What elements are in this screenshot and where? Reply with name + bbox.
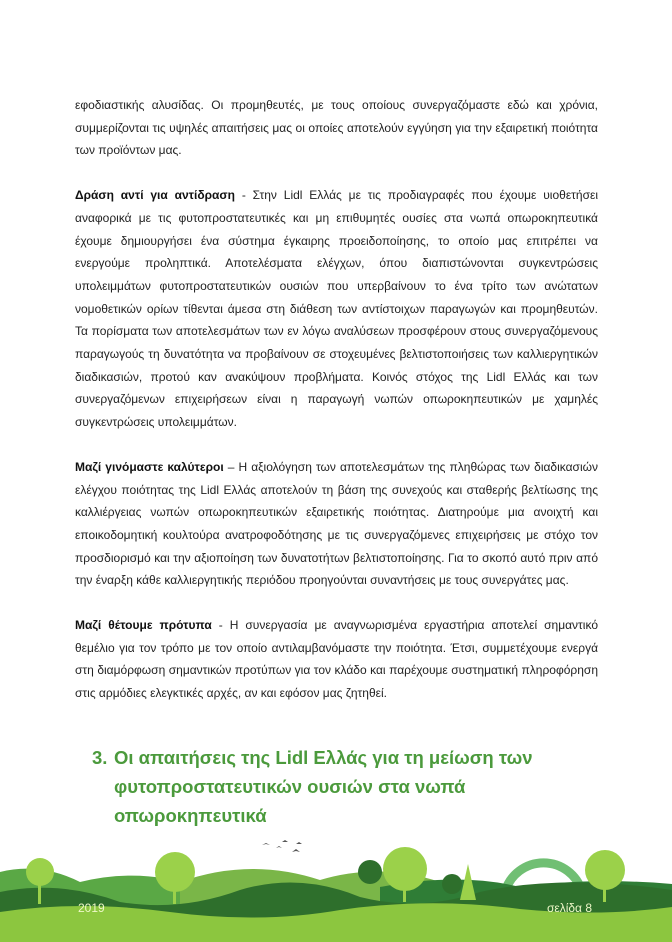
heading-line-3: οπωροκηπευτικά xyxy=(114,804,267,826)
paragraph-title: Δράση αντί για αντίδραση xyxy=(75,188,235,203)
paragraph-better-together xyxy=(75,456,598,592)
footer-year: 2019 xyxy=(78,901,105,915)
paragraph-separator: - xyxy=(211,618,230,633)
page-content xyxy=(75,94,598,830)
paragraph-supply-chain xyxy=(75,94,598,162)
landscape-illustration xyxy=(0,812,672,942)
birds-icon xyxy=(262,840,302,852)
section-number: 3. xyxy=(92,746,108,768)
heading-line-2: φυτοπροστατευτικών ουσιών στα νωπά xyxy=(114,775,466,797)
paragraph-setting-standards xyxy=(75,614,598,705)
paragraph-title: Μαζί θέτουμε πρότυπα xyxy=(75,618,212,633)
paragraph-action-not-reaction xyxy=(75,184,598,434)
footer-page-number: σελίδα 8 xyxy=(546,901,592,915)
paragraph-title: Μαζί γινόμαστε καλύτεροι xyxy=(75,459,224,474)
paragraph-separator: – xyxy=(223,459,239,474)
paragraph-body: εφοδιαστικής αλυσίδας. Οι προμηθευτές, με τους οποίους συνεργαζόμαστε εδώ και χρόνια, συμμερίζονται τις υψηλές απαιτήσεις μας οι οποίες αποτελούν εγγύηση για την εξαιρετική ποιότητα των προϊόντων μας. xyxy=(75,98,598,158)
paragraph-body: Η αξιολόγηση των αποτελεσμάτων της πληθώρας των διαδικασιών ελέγχου ποιότητας της Lidl Ελλάς αποτελούν τη βάση της συνεχούς και σταθερής βελτίωσης της καλλιέργειας νωπών οπωροκηπευτικών εξαιρετικής ποιότητας. Διατηρούμε μια ανοιχτή και εποικοδομητική κουλτούρα ανατροφοδότησης με τις συνεργαζόμενες επιχειρήσεις με στόχο τον προσδιορισμό και την αξιοποίηση των δυνατοτήτων βελτιστοποίησης. Για το σκοπό αυτό πριν από την έναρξη κάθε καλλιεργητικής περιόδου προηγούνται συναντήσεις με τους συνεργάτες μας. xyxy=(75,459,598,588)
heading-line-1: Οι απαιτήσεις της Lidl Ελλάς για τη μείωση των xyxy=(114,746,533,768)
paragraph-body: Στην Lidl Ελλάς με τις προδιαγραφές που έχουμε υιοθετήσει αναφορικά με τις φυτοπροστατευτικές και μη επιθυμητές ουσίες στα νωπά οπωροκηπευτικά έχουμε δημιουργήσει ένα σύστημα έγκαιρης προειδοποίησης, το οποίο μας επιτρέπει να ενεργούμε προληπτικά. Αποτελέσματα ελέγχων, όπου διαπιστώνονται συγκεντρώσεις υπολειμμάτων φυτοπροστατευτικών ουσιών που υπερβαίνουν το ένα τρίτο των ανώτατων νομοθετικών ορίων τίθενται άμεσα στη διάθεση των αντίστοιχων παραγωγών και προμηθευτών. Τα πορίσματα των αποτελεσμάτων των εν λόγω αναλύσεων προσφέρουν στους συνεργαζόμενους παραγωγούς τη δυνατότητα να προβαίνουν σε στοχευμένες βελτιστοποιήσεις των καλλιεργητικών διαδικασιών, προτού καν ανακύψουν προβλήματα. Κοινός στόχος της Lidl Ελλάς και των συνεργαζόμενων επιχειρήσεων είναι η παραγωγή νωπών οπωροκηπευτικών με χαμηλές συγκεντρώσεις υπολειμμάτων. xyxy=(75,188,599,430)
paragraph-separator: - xyxy=(234,188,253,203)
paragraph-body: Η συνεργασία με αναγνωρισμένα εργαστήρια αποτελεί σημαντικό θεμέλιο για τον τρόπο με τον οποίο αντιλαμβανόμαστε την ποιότητα. Έτσι, συμμετέχουμε ενεργά στη διαμόρφωση σημαντικών προτύπων για τον κλάδο και παρέχουμε συστηματική πληροφόρηση στις αρμόδιες ελεγκτικές αρχές, αν και εφόσον μας ζητηθεί. xyxy=(75,618,598,701)
